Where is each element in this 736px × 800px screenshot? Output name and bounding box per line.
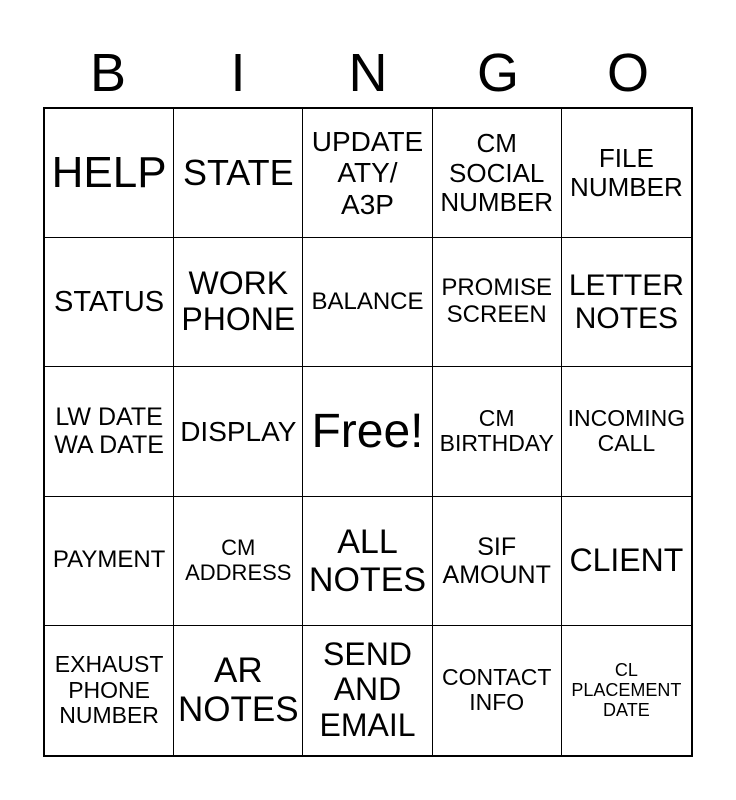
bingo-cell-n-4[interactable]: ALL NOTES xyxy=(303,497,432,626)
bingo-cell-g-2[interactable]: PROMISE SCREEN xyxy=(433,238,562,367)
bingo-cell-g-1[interactable]: CM SOCIAL NUMBER xyxy=(433,109,562,238)
bingo-cell-b-4[interactable]: PAYMENT xyxy=(45,497,174,626)
bingo-cell-o-3[interactable]: INCOMING CALL xyxy=(562,367,691,496)
bingo-cell-g-4[interactable]: SIF AMOUNT xyxy=(433,497,562,626)
header-letter-n: N xyxy=(348,43,388,103)
bingo-cell-i-1[interactable]: STATE xyxy=(174,109,303,238)
bingo-cell-i-3[interactable]: DISPLAY xyxy=(174,367,303,496)
bingo-cell-o-4[interactable]: CLIENT xyxy=(562,497,691,626)
bingo-cell-n-2[interactable]: BALANCE xyxy=(303,238,432,367)
bingo-cell-i-4[interactable]: CM ADDRESS xyxy=(174,497,303,626)
bingo-cell-b-5[interactable]: EXHAUST PHONE NUMBER xyxy=(45,626,174,755)
header-letter-g: G xyxy=(476,43,519,103)
bingo-cell-n-5[interactable]: SEND AND EMAIL xyxy=(303,626,432,755)
bingo-cell-n-3[interactable]: Free! xyxy=(303,367,432,496)
header-letter-b: B xyxy=(89,43,127,103)
bingo-cell-o-2[interactable]: LETTER NOTES xyxy=(562,238,691,367)
bingo-cell-i-5[interactable]: AR NOTES xyxy=(174,626,303,755)
bingo-cell-o-1[interactable]: FILE NUMBER xyxy=(562,109,691,238)
bingo-cell-g-5[interactable]: CONTACT INFO xyxy=(433,626,562,755)
bingo-cell-n-1[interactable]: UPDATE ATY/ A3P xyxy=(303,109,432,238)
bingo-cell-b-3[interactable]: LW DATE WA DATE xyxy=(45,367,174,496)
bingo-cell-g-3[interactable]: CM BIRTHDAY xyxy=(433,367,562,496)
bingo-header xyxy=(43,40,693,106)
bingo-cell-i-2[interactable]: WORK PHONE xyxy=(174,238,303,367)
bingo-cell-b-2[interactable]: STATUS xyxy=(45,238,174,367)
bingo-cell-b-1[interactable]: HELP xyxy=(45,109,174,238)
header-letter-i: I xyxy=(230,43,246,103)
header-letter-o: O xyxy=(606,43,649,103)
bingo-board xyxy=(43,107,693,757)
bingo-cell-o-5[interactable]: CL PLACEMENT DATE xyxy=(571,660,682,721)
